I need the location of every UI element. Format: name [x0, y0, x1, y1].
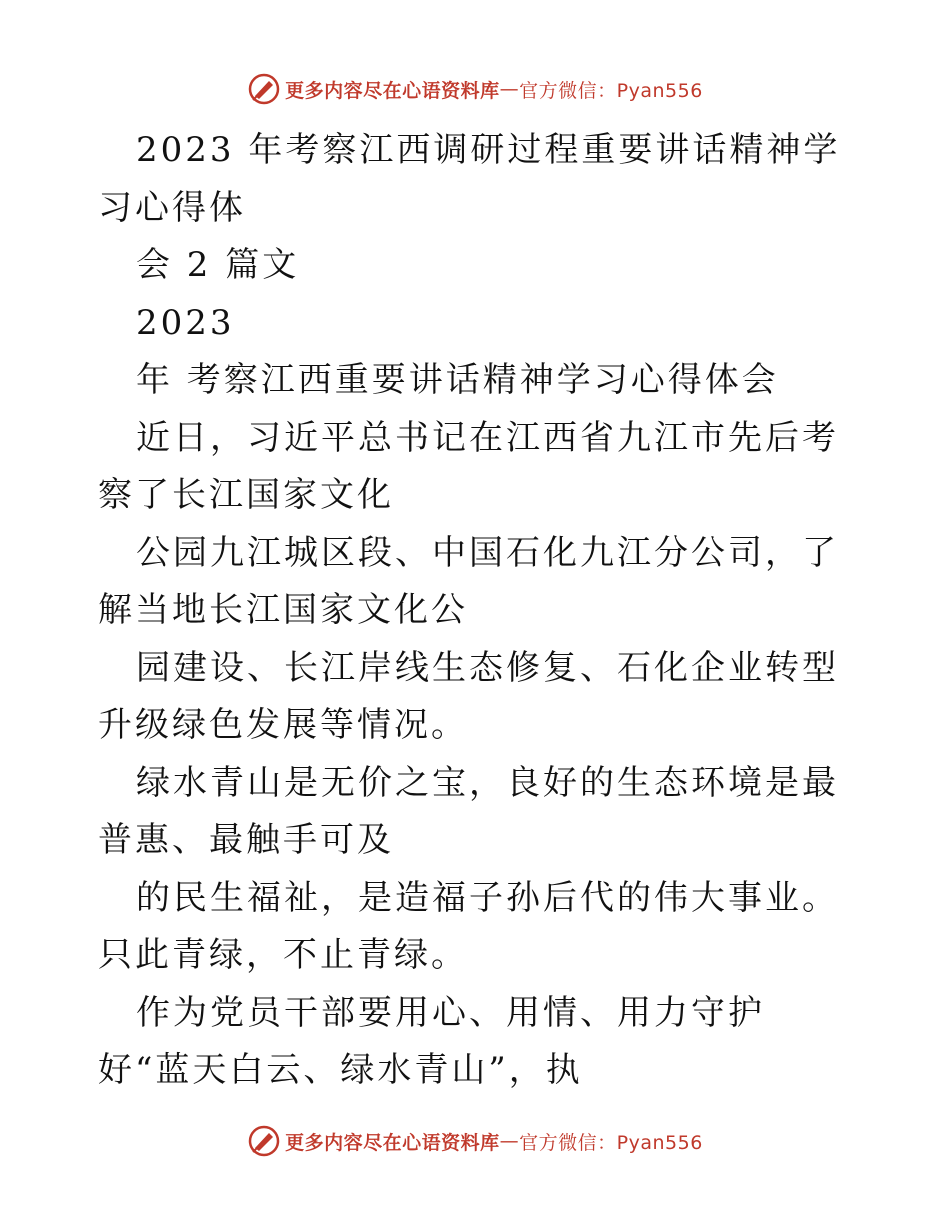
pen-logo-icon — [247, 72, 281, 106]
watermark-dash: — — [499, 78, 520, 100]
paragraph: 2023 — [136, 302, 235, 343]
watermark-text: 更多内容尽在心语资料库 — [285, 79, 500, 102]
watermark-wechat: 官方微信：Pyan556 — [519, 1131, 703, 1154]
paragraph: 公园九江城区段、中国石化九江分公司，了解当地长江国家文化公 — [98, 532, 839, 630]
watermark-dash: — — [499, 1130, 520, 1152]
watermark-wechat: 官方微信：Pyan556 — [519, 79, 703, 102]
paragraph: 年 考察江西重要讲话精神学习心得体会 — [136, 360, 779, 400]
paragraph: 2023 年考察江西调研过程重要讲话精神学习心得体 — [98, 130, 841, 228]
paragraph: 的民生福祉，是造福子孙后代的伟大事业。只此青绿，不止青绿。 — [98, 877, 839, 975]
pen-logo-icon — [247, 1124, 281, 1158]
paragraph: 作为党员干部要用心、用情、用力守护好“蓝天白云、绿水青山”，执 — [98, 992, 765, 1090]
watermark-header — [0, 72, 950, 106]
watermark-footer — [0, 1124, 950, 1158]
document-body — [98, 122, 858, 1100]
paragraph: 会 2 篇文 — [136, 245, 300, 285]
paragraph: 园建设、长江岸线生态修复、石化企业转型升级绿色发展等情况。 — [98, 647, 839, 745]
watermark-text: 更多内容尽在心语资料库 — [285, 1131, 500, 1154]
paragraph: 近日，习近平总书记在江西省九江市先后考察了长江国家文化 — [98, 417, 839, 515]
paragraph: 绿水青山是无价之宝，良好的生态环境是最普惠、最触手可及 — [98, 762, 839, 860]
